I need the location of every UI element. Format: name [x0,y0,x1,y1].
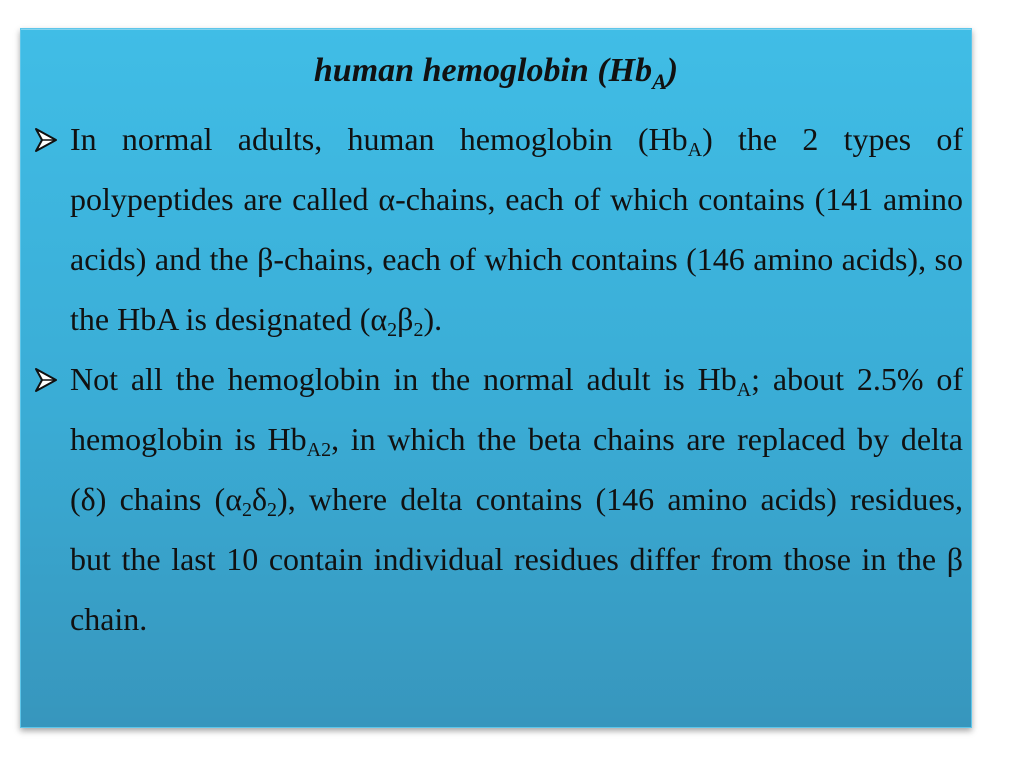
bullet-item [33,109,963,349]
subscript-text: 2 [267,499,278,521]
subscript-text: 2 [387,319,398,341]
text-run: , in which the beta chains are replaced by delta (δ) chains (α [70,421,964,517]
bullet-list [33,109,963,649]
subscript-text: A [687,139,703,161]
arrow-bullet-icon [33,367,59,393]
content-panel [20,28,972,728]
title-text: human hemoglobin (Hb [313,52,653,89]
text-run: ) the 2 types of polypeptides are called α-chains, each of which contains (141 amino acids) and the β-chains, each of which contains (146 amino acids), so the HbA is designated (α [70,121,964,337]
text-run: ), where delta contains (146 amino acids) residues, but the last 10 contain individual residues differ from those in the β chain. [70,481,964,637]
text-run: In normal adults, human hemoglobin (Hb [70,121,688,157]
title-subscript: A [652,69,667,94]
text-run: ). [423,301,443,337]
text-run: δ [251,481,268,517]
text-run: Not all the hemoglobin in the normal adult is Hb [70,361,737,397]
bullet-text [70,361,963,637]
text-run: ; about 2.5% of hemoglobin is Hb [70,361,964,457]
subscript-text: 2 [241,499,252,521]
subscript-text: A [736,379,752,401]
bullet-text [70,121,964,341]
subscript-text: A2 [306,439,332,461]
arrow-bullet-icon [33,127,59,153]
slide-title [21,49,971,93]
text-run: β [397,301,414,337]
title-close-paren: ) [666,52,679,89]
subscript-text: 2 [413,319,424,341]
bullet-item [33,349,963,649]
